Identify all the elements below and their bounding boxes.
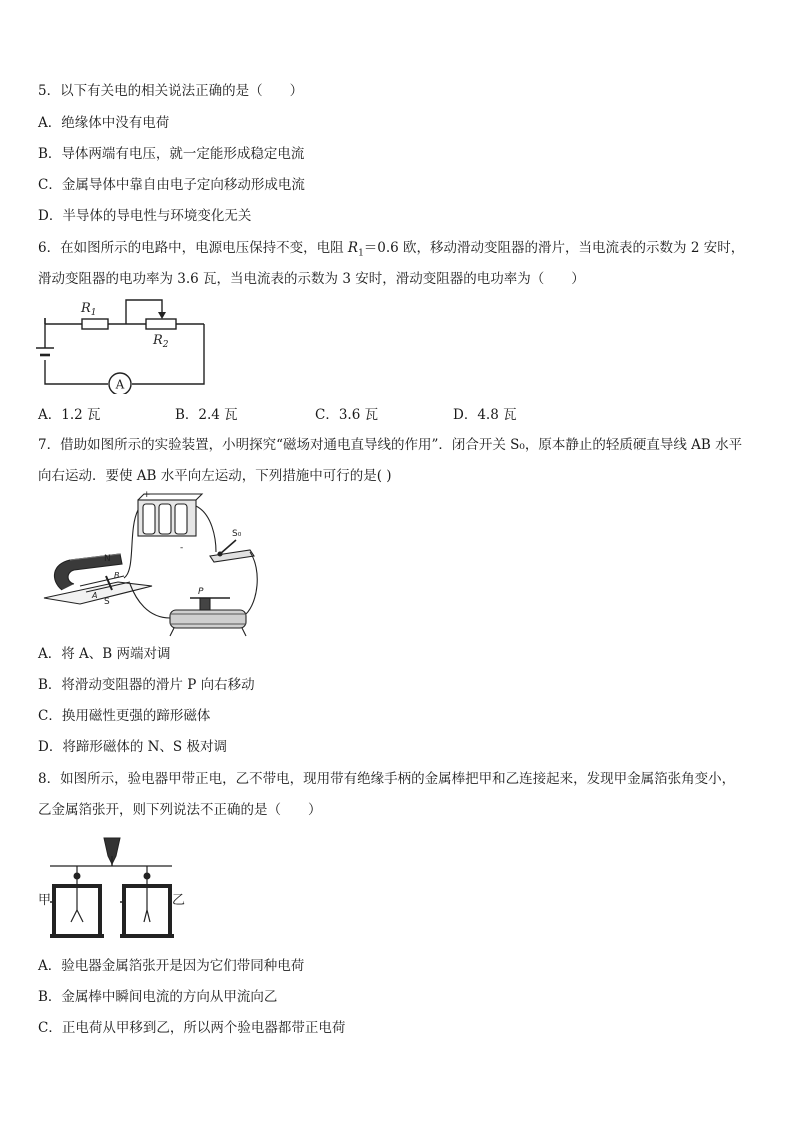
- q6-stem-part1: 6．在如图所示的电路中，电源电压保持不变，电阻: [38, 240, 348, 256]
- q7-stem-line2: 向右运动．要使 AB 水平向左运动，下列措施中可行的是( ): [38, 468, 392, 484]
- q5-stem: 5．以下有关电的相关说法正确的是（ ）: [38, 83, 304, 99]
- q5-option-c: C．金属导体中靠自由电子定向移动形成电流: [38, 177, 305, 193]
- q6-ammeter-label: A: [115, 377, 125, 392]
- q6-option-c: C．3.6 瓦: [315, 407, 379, 423]
- svg-text:R2: [152, 333, 169, 350]
- q6-stem-part2: ＝0.6 欧，移动滑动变阻器的滑片，当电流表的示数为 2 安时，: [363, 240, 745, 256]
- q7-south-label: S: [104, 597, 110, 607]
- q6-r1-subscript: 1: [358, 248, 364, 259]
- q6-r1-symbol: R: [347, 240, 359, 256]
- q8-stem-line1: 8．如图所示，验电器甲带正电，乙不带电，现用带有绝缘手柄的金属棒把甲和乙连接起来，发现甲金属箔张角变小，: [38, 771, 736, 787]
- q8-right-label: 乙: [172, 893, 186, 908]
- r2-resistor: [146, 319, 176, 329]
- svg-text:R1: [80, 301, 97, 318]
- q8-option-c: C．正电荷从甲移到乙，所以两个验电器都带正电荷: [38, 1020, 346, 1036]
- r1-resistor: [82, 319, 108, 329]
- q6-stem-line2: 滑动变阻器的电功率为 3.6 瓦，当电流表的示数为 3 安时，滑动变阻器的电功率为（ ）: [38, 271, 585, 287]
- q6-stem-line1: [38, 239, 744, 263]
- q5-option-b: B．导体两端有电压，就一定能形成稳定电流: [38, 146, 305, 162]
- q7-option-a: A．将 A、B 两端对调: [38, 646, 171, 662]
- q6-circuit-diagram: [36, 298, 211, 394]
- q6-option-b: B．2.4 瓦: [175, 407, 238, 423]
- q7-minus-label: -: [180, 543, 184, 553]
- q6-r2-label-sub: 2: [162, 340, 169, 350]
- q7-plus-label: +: [143, 490, 151, 500]
- q5-option-a: A．绝缘体中没有电荷: [38, 115, 170, 131]
- q6-r1-label: R: [81, 301, 91, 316]
- q8-electroscope-figure: [36, 830, 186, 942]
- q8-option-b: B．金属棒中瞬间电流的方向从甲流向乙: [38, 989, 278, 1005]
- q5-option-d: D．半导体的导电性与环境变化无关: [38, 208, 252, 224]
- q6-r2-label: R: [153, 333, 163, 348]
- q8-stem-line2: 乙金属箔张开，则下列说法不正确的是（ ）: [38, 802, 322, 818]
- q7-a-label: A: [92, 591, 98, 600]
- q6-r1-label-sub: 1: [90, 308, 97, 318]
- q7-p-label: P: [198, 587, 204, 597]
- q7-apparatus-figure: [40, 490, 265, 638]
- q7-switch-label: S₀: [232, 529, 242, 539]
- q7-b-label: B: [114, 571, 120, 580]
- slider-arrow-icon: [158, 312, 166, 319]
- q8-option-a: A．验电器金属箔张开是因为它们带同种电荷: [38, 958, 305, 974]
- q7-north-label: N: [104, 554, 111, 564]
- q8-left-label: 甲: [38, 893, 52, 908]
- q6-option-a: A．1.2 瓦: [38, 407, 101, 423]
- q6-option-d: D．4.8 瓦: [453, 407, 517, 423]
- q7-stem-line1: 7．借助如图所示的实验装置，小明探究“磁场对通电直导线的作用”．闭合开关 S₀，原本静止的轻质硬直导线 AB 水平: [38, 437, 743, 453]
- q7-option-b: B．将滑动变阻器的滑片 P 向右移动: [38, 677, 255, 693]
- q7-option-d: D．将蹄形磁体的 N、S 极对调: [38, 739, 227, 755]
- q7-option-c: C．换用磁性更强的蹄形磁体: [38, 708, 211, 724]
